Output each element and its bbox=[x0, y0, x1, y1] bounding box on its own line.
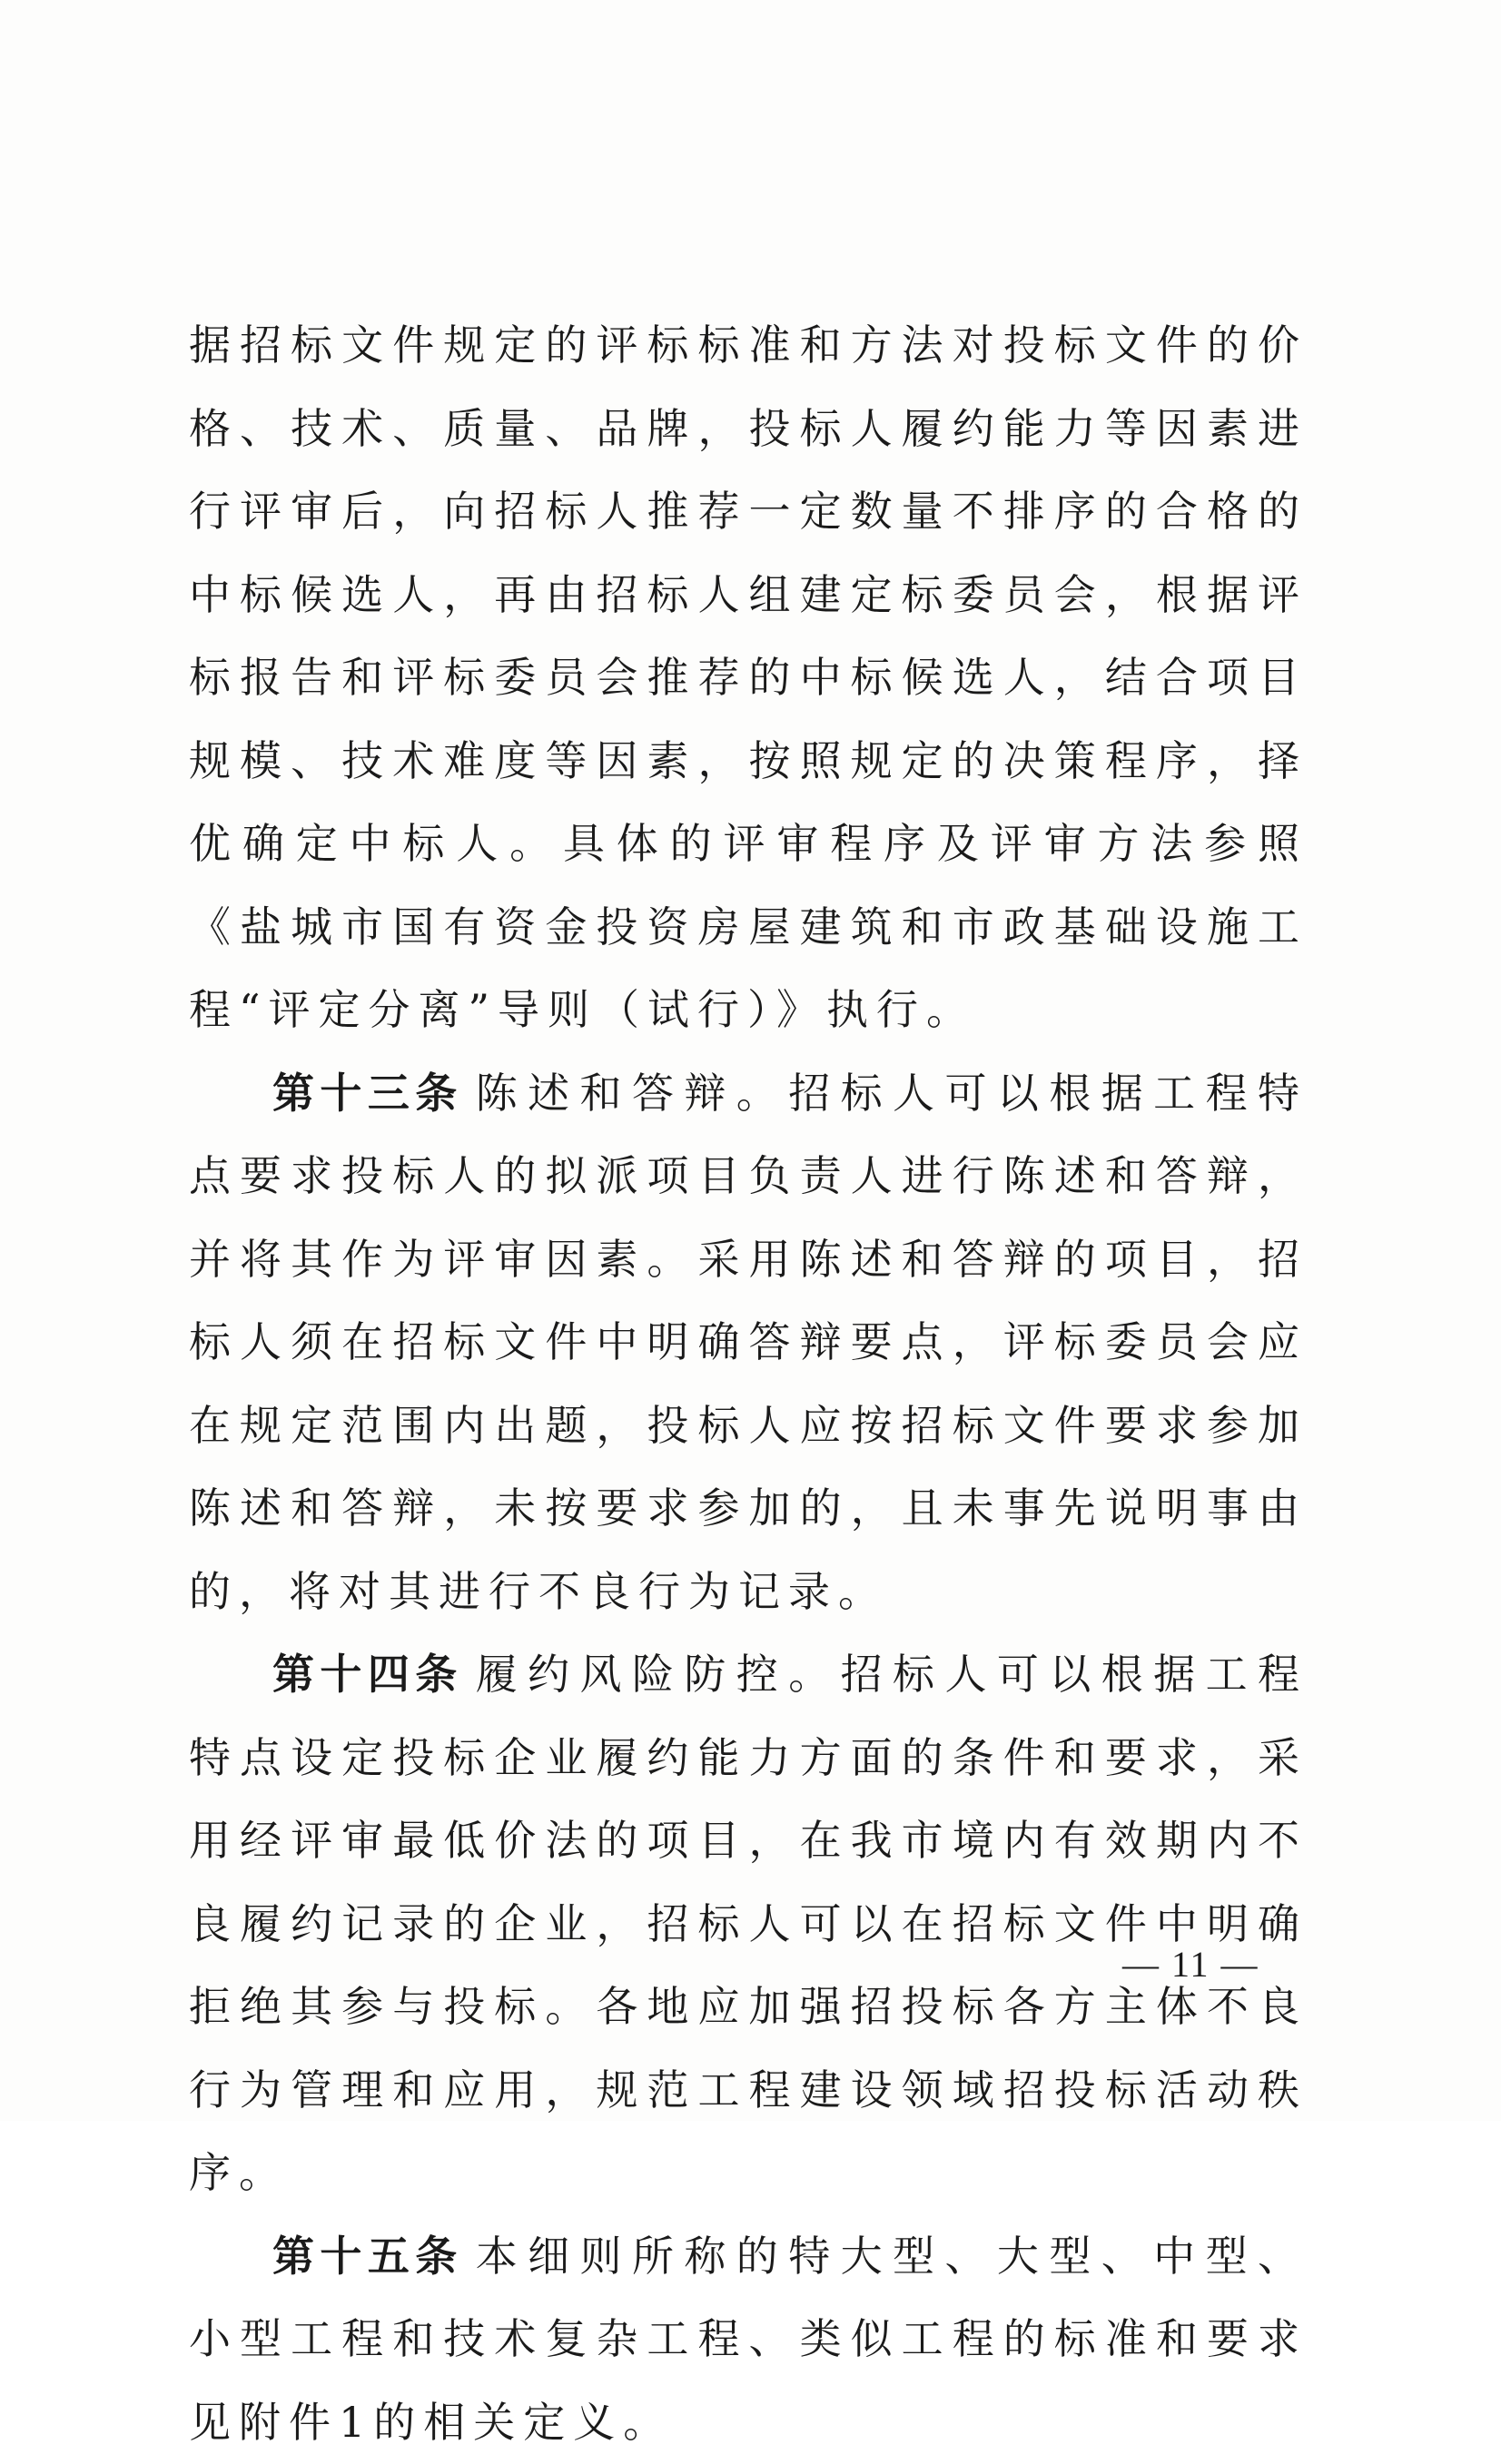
article-14 bbox=[189, 1633, 1308, 2215]
page-number: — 11 — bbox=[1122, 1943, 1259, 1986]
article-13 bbox=[189, 1052, 1308, 1634]
article-body: 陈述和答辩。招标人可以根据工程特点要求投标人的拟派项目负责人进行陈述和答辩，并将其作为评审因素。采用陈述和答辩的项目，招标人须在招标文件中明确答辩要点，评标委员会应在规定范围内出题，投标人应按招标文件要求参加陈述和答辩，未按要求参加的，且未事先说明事由的，将对其进行不良行为记录。 bbox=[189, 1069, 1308, 1616]
article-heading: 第十四条 bbox=[272, 1650, 463, 1699]
document-body bbox=[189, 304, 1308, 2464]
article-body: 本细则所称的特大型、大型、中型、小型工程和技术复杂工程、类似工程的标准和要求见附件1的相关定义。 bbox=[189, 2232, 1308, 2447]
article-15 bbox=[189, 2215, 1308, 2464]
article-body: 履约风险防控。招标人可以根据工程特点设定投标企业履约能力方面的条件和要求，采用经评审最低价法的项目，在我市境内有效期内不良履约记录的企业，招标人可以在招标文件中明确拒绝其参与投标。各地应加强招投标各方主体不良行为管理和应用，规范工程建设领域招投标活动秩序。 bbox=[189, 1650, 1308, 2197]
article-heading: 第十五条 bbox=[272, 2232, 463, 2281]
article-heading: 第十三条 bbox=[272, 1069, 463, 1118]
continuation-paragraph: 据招标文件规定的评标标准和方法对投标文件的价格、技术、质量、品牌，投标人履约能力等因素进行评审后，向招标人推荐一定数量不排序的合格的中标候选人，再由招标人组建定标委员会，根据评标报告和评标委员会推荐的中标候选人，结合项目规模、技术难度等因素，按照规定的决策程序，择优确定中标人。具体的评审程序及评审方法参照《盐城市国有资金投资房屋建筑和市政基础设施工程“评定分离”导则（试行）》执行。 bbox=[189, 304, 1308, 1052]
